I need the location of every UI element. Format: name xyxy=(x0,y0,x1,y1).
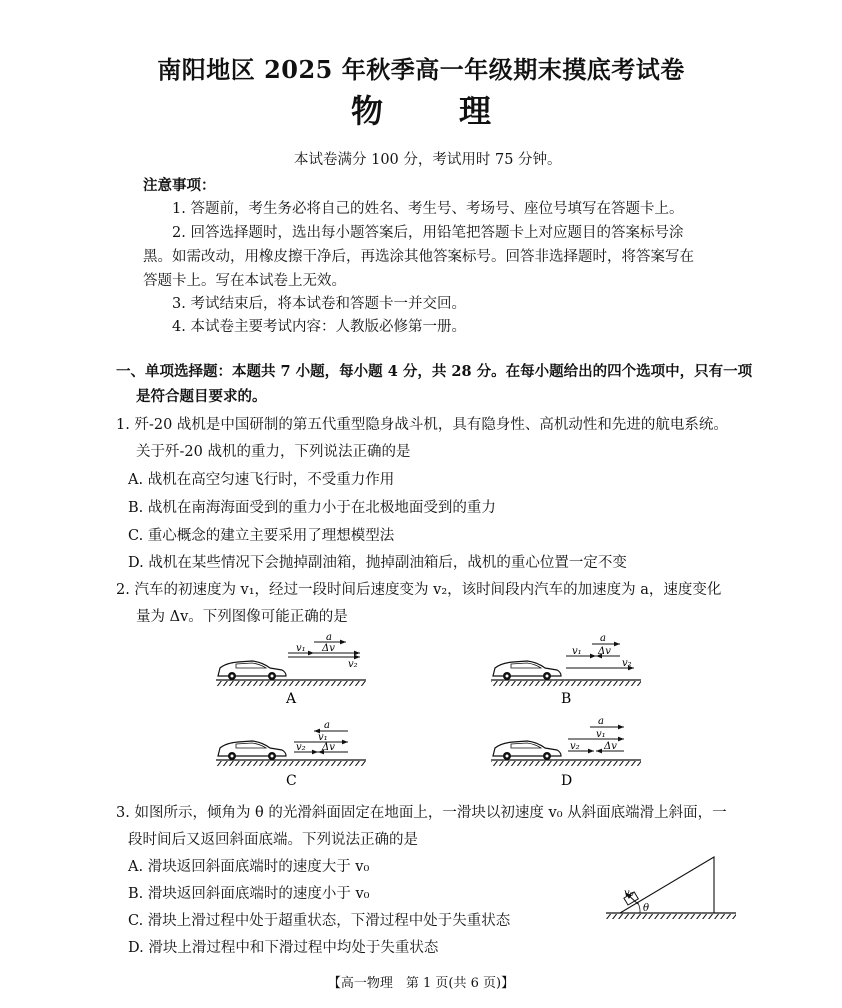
fig-a-v1: v₁ xyxy=(296,643,306,654)
fig-c-dv: Δv xyxy=(322,742,335,753)
q3-fig-v0: v₀ xyxy=(624,888,634,899)
fig-d-v1: v₁ xyxy=(596,729,606,740)
fig-b-dv: Δv xyxy=(598,646,611,657)
fig-b-a: a xyxy=(600,633,606,644)
fig-b-v2: v₂ xyxy=(622,658,632,669)
fig-d-a: a xyxy=(598,716,604,727)
q2-figure-a xyxy=(216,632,366,707)
fig-c-a: a xyxy=(324,720,330,731)
q1-option-c: C. 重心概念的建立主要采用了理想模型法 xyxy=(128,528,395,544)
q1-stem-1: 1. 歼-20 战机是中国研制的第五代重型隐身战斗机，具有隐身性、高机动性和先进的航电系统。 xyxy=(116,417,728,433)
score-line: 本试卷满分 100 分，考试用时 75 分钟。 xyxy=(294,152,562,168)
exam-title: 南阳地区 2025 年秋季高一年级期末摸底考试卷 xyxy=(157,55,685,84)
q1-option-a: A. 战机在高空匀速飞行时，不受重力作用 xyxy=(128,472,395,488)
fig-a-dv: Δv xyxy=(322,643,335,654)
q3-option-d: D. 滑块上滑过程中和下滑过程中均处于失重状态 xyxy=(128,940,439,956)
fig-d-v2: v₂ xyxy=(570,741,580,752)
q3-fig-theta: θ xyxy=(643,903,650,914)
subject-char-2: 理 xyxy=(459,92,492,130)
q3-incline-figure xyxy=(606,857,736,919)
fig-d-dv: Δv xyxy=(604,741,617,752)
notice-title: 注意事项： xyxy=(143,177,216,194)
q3-option-a: A. 滑块返回斜面底端时的速度大于 v₀ xyxy=(128,859,370,875)
q2-figure-d xyxy=(491,716,641,789)
notice-1: 1. 答题前，考生务必将自己的姓名、考生号、考场号、座位号填写在答题卡上。 xyxy=(172,201,684,217)
q2-figure-b xyxy=(491,633,641,707)
fig-b-label: B xyxy=(561,691,572,707)
notice-2c: 答题卡上。写在本试卷上无效。 xyxy=(143,273,346,289)
fig-a-label: A xyxy=(286,691,297,707)
q1-option-b: B. 战机在南海海面受到的重力小于在北极地面受到的重力 xyxy=(128,500,496,516)
fig-c-v2: v₂ xyxy=(296,742,306,753)
notice-4: 4. 本试卷主要考试内容：人教版必修第一册。 xyxy=(172,319,466,335)
q1-stem-2: 关于歼-20 战机的重力，下列说法正确的是 xyxy=(136,444,411,460)
page-footer: 【高一物理 第 1 页(共 6 页)】 xyxy=(327,976,515,991)
fig-a-a: a xyxy=(326,632,332,643)
q3-stem-2: 段时间后又返回斜面底端。下列说法正确的是 xyxy=(128,832,418,848)
q1-option-d: D. 战机在某些情况下会抛掉副油箱，抛掉副油箱后，战机的重心位置一定不变 xyxy=(128,555,627,571)
q3-stem-1: 3. 如图所示，倾角为 θ 的光滑斜面固定在地面上，一滑块以初速度 v₀ 从斜面底端滑上斜面，一 xyxy=(116,805,727,821)
q3-option-c: C. 滑块上滑过程中处于超重状态，下滑过程中处于失重状态 xyxy=(128,913,511,929)
section1-heading-cont: 是符合题目要求的。 xyxy=(136,388,267,405)
fig-d-label: D xyxy=(561,773,573,789)
fig-c-v1: v₁ xyxy=(318,732,328,743)
fig-b-v1: v₁ xyxy=(572,646,582,657)
q2-figure-c xyxy=(216,720,366,789)
section1-heading: 一、单项选择题：本题共 7 小题，每小题 4 分，共 28 分。在每小题给出的四个选项中，只有一项 xyxy=(116,363,753,380)
q2-stem-2: 量为 Δv。下列图像可能正确的是 xyxy=(136,609,348,625)
fig-a-v2: v₂ xyxy=(348,659,358,670)
subject-char-1: 物 xyxy=(350,92,383,130)
q2-stem-1: 2. 汽车的初速度为 v₁，经过一段时间后速度变为 v₂，该时间段内汽车的加速度为 a，速度变化 xyxy=(116,582,722,598)
q3-option-b: B. 滑块返回斜面底端时的速度小于 v₀ xyxy=(128,886,370,902)
fig-c-label: C xyxy=(286,773,297,789)
notice-3: 3. 考试结束后，将本试卷和答题卡一并交回。 xyxy=(172,296,466,312)
notice-2a: 2. 回答选择题时，选出每小题答案后，用铅笔把答题卡上对应题目的答案标号涂 xyxy=(172,225,684,241)
notice-2b: 黑。如需改动，用橡皮擦干净后，再选涂其他答案标号。回答非选择题时，将答案写在 xyxy=(143,249,694,265)
